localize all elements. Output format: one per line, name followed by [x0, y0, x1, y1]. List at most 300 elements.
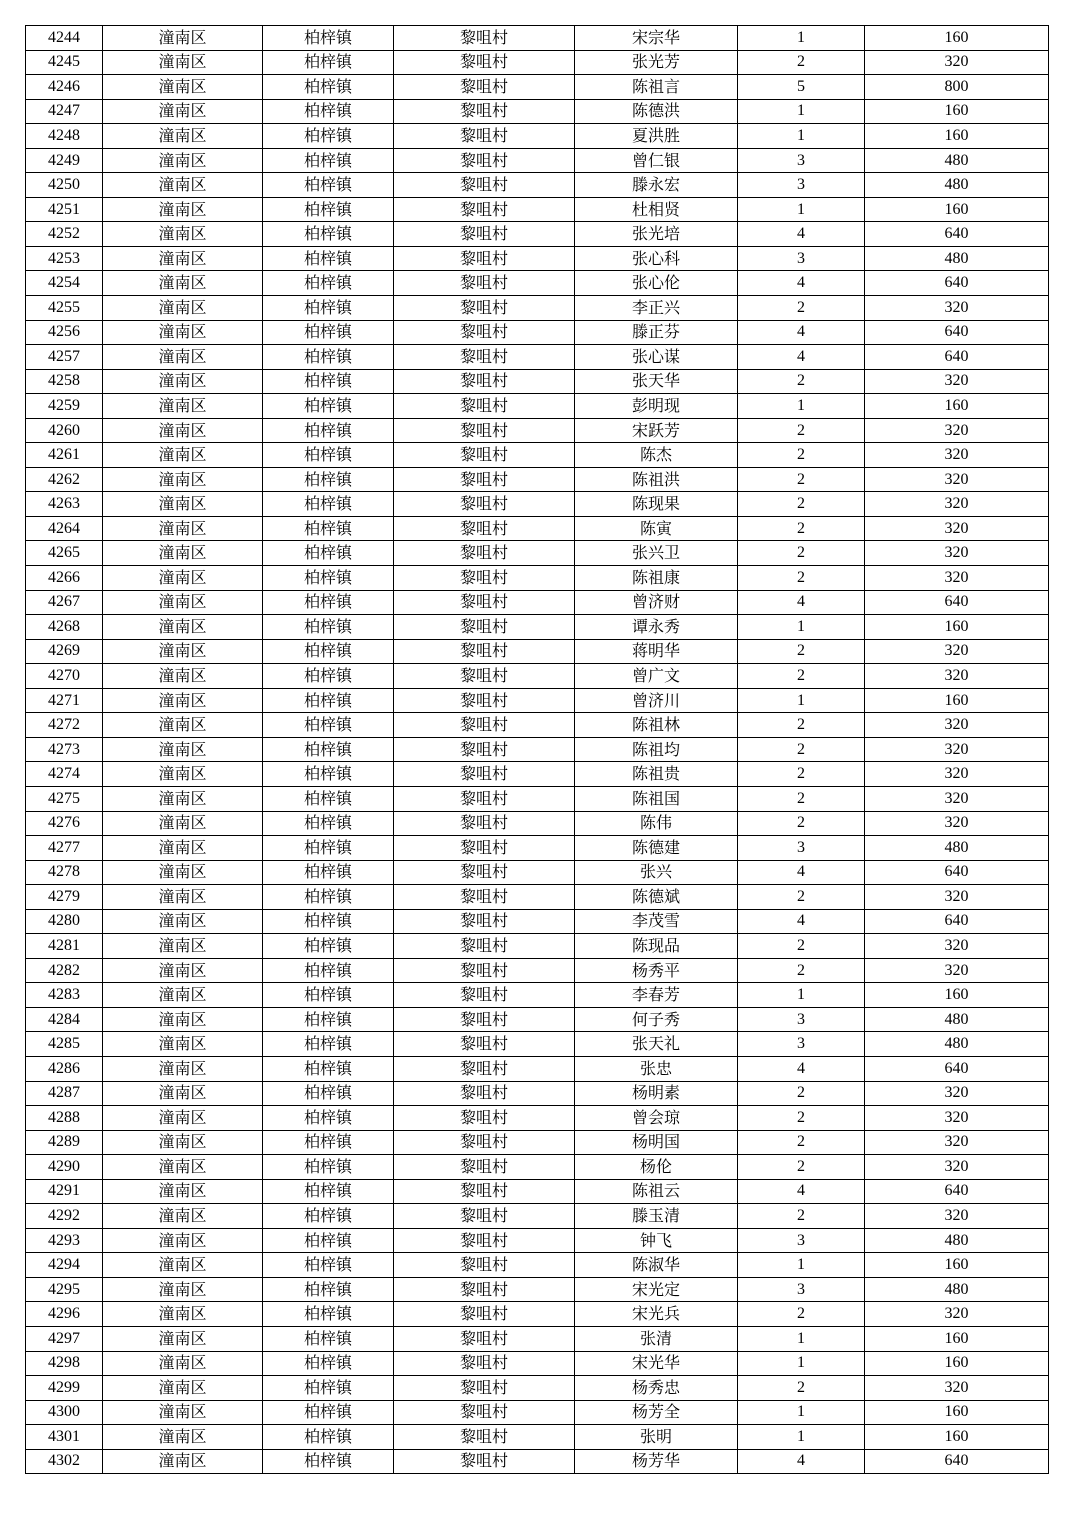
town-cell: 柏梓镇: [263, 639, 394, 664]
table-row: [26, 541, 1049, 566]
name-cell: 陈德建: [575, 836, 738, 861]
village-cell: 黎咀村: [394, 296, 575, 321]
name-cell: 陈杰: [575, 443, 738, 468]
district-cell: 潼南区: [103, 1007, 263, 1032]
amount-cell: 320: [865, 811, 1049, 836]
table-row: [26, 860, 1049, 885]
serial-cell: 4270: [26, 664, 103, 689]
table-row: [26, 737, 1049, 762]
table-row: [26, 345, 1049, 370]
serial-cell: 4276: [26, 811, 103, 836]
town-cell: 柏梓镇: [263, 909, 394, 934]
table-row: [26, 271, 1049, 296]
town-cell: 柏梓镇: [263, 1081, 394, 1106]
town-cell: 柏梓镇: [263, 1155, 394, 1180]
district-cell: 潼南区: [103, 713, 263, 738]
name-cell: 李茂雪: [575, 909, 738, 934]
name-cell: 张明: [575, 1425, 738, 1450]
household-count-cell: 2: [738, 492, 865, 517]
name-cell: 陈寅: [575, 516, 738, 541]
name-cell: 滕永宏: [575, 173, 738, 198]
table-row: [26, 418, 1049, 443]
name-cell: 杨秀忠: [575, 1376, 738, 1401]
table-row: [26, 443, 1049, 468]
name-cell: 陈现果: [575, 492, 738, 517]
town-cell: 柏梓镇: [263, 1376, 394, 1401]
table-row: [26, 615, 1049, 640]
serial-cell: 4257: [26, 345, 103, 370]
district-cell: 潼南区: [103, 75, 263, 100]
household-count-cell: 1: [738, 197, 865, 222]
name-cell: 宋光兵: [575, 1302, 738, 1327]
amount-cell: 320: [865, 369, 1049, 394]
amount-cell: 320: [865, 1106, 1049, 1131]
town-cell: 柏梓镇: [263, 786, 394, 811]
amount-cell: 480: [865, 836, 1049, 861]
household-count-cell: 1: [738, 615, 865, 640]
district-cell: 潼南区: [103, 99, 263, 124]
village-cell: 黎咀村: [394, 566, 575, 591]
table-row: [26, 26, 1049, 51]
name-cell: 陈淑华: [575, 1253, 738, 1278]
village-cell: 黎咀村: [394, 492, 575, 517]
table-row: [26, 467, 1049, 492]
district-cell: 潼南区: [103, 516, 263, 541]
household-count-cell: 3: [738, 173, 865, 198]
name-cell: 陈祖国: [575, 786, 738, 811]
household-count-cell: 2: [738, 1155, 865, 1180]
name-cell: 陈祖康: [575, 566, 738, 591]
serial-cell: 4271: [26, 688, 103, 713]
district-cell: 潼南区: [103, 885, 263, 910]
town-cell: 柏梓镇: [263, 1032, 394, 1057]
amount-cell: 320: [865, 50, 1049, 75]
household-count-cell: 2: [738, 296, 865, 321]
household-count-cell: 2: [738, 713, 865, 738]
name-cell: 陈祖洪: [575, 467, 738, 492]
town-cell: 柏梓镇: [263, 615, 394, 640]
household-count-cell: 4: [738, 271, 865, 296]
district-cell: 潼南区: [103, 1277, 263, 1302]
district-cell: 潼南区: [103, 836, 263, 861]
table-row: [26, 197, 1049, 222]
serial-cell: 4300: [26, 1400, 103, 1425]
amount-cell: 320: [865, 516, 1049, 541]
name-cell: 陈祖林: [575, 713, 738, 738]
town-cell: 柏梓镇: [263, 1204, 394, 1229]
serial-cell: 4267: [26, 590, 103, 615]
district-cell: 潼南区: [103, 50, 263, 75]
town-cell: 柏梓镇: [263, 1326, 394, 1351]
town-cell: 柏梓镇: [263, 885, 394, 910]
serial-cell: 4259: [26, 394, 103, 419]
village-cell: 黎咀村: [394, 836, 575, 861]
district-cell: 潼南区: [103, 590, 263, 615]
village-cell: 黎咀村: [394, 1081, 575, 1106]
village-cell: 黎咀村: [394, 1400, 575, 1425]
household-count-cell: 3: [738, 836, 865, 861]
amount-cell: 640: [865, 1179, 1049, 1204]
amount-cell: 320: [865, 1376, 1049, 1401]
name-cell: 宋光定: [575, 1277, 738, 1302]
name-cell: 张兴: [575, 860, 738, 885]
serial-cell: 4263: [26, 492, 103, 517]
town-cell: 柏梓镇: [263, 443, 394, 468]
town-cell: 柏梓镇: [263, 1449, 394, 1474]
district-cell: 潼南区: [103, 1253, 263, 1278]
name-cell: 曾仁银: [575, 148, 738, 173]
town-cell: 柏梓镇: [263, 75, 394, 100]
village-cell: 黎咀村: [394, 1228, 575, 1253]
village-cell: 黎咀村: [394, 737, 575, 762]
district-cell: 潼南区: [103, 296, 263, 321]
district-cell: 潼南区: [103, 124, 263, 149]
district-cell: 潼南区: [103, 664, 263, 689]
household-count-cell: 4: [738, 1449, 865, 1474]
household-count-cell: 3: [738, 148, 865, 173]
amount-cell: 480: [865, 1228, 1049, 1253]
serial-cell: 4272: [26, 713, 103, 738]
town-cell: 柏梓镇: [263, 197, 394, 222]
village-cell: 黎咀村: [394, 1351, 575, 1376]
district-cell: 潼南区: [103, 492, 263, 517]
amount-cell: 640: [865, 860, 1049, 885]
table-row: [26, 590, 1049, 615]
name-cell: 宋光华: [575, 1351, 738, 1376]
household-count-cell: 2: [738, 1106, 865, 1131]
name-cell: 陈德洪: [575, 99, 738, 124]
village-cell: 黎咀村: [394, 1179, 575, 1204]
name-cell: 陈伟: [575, 811, 738, 836]
name-cell: 陈祖均: [575, 737, 738, 762]
village-cell: 黎咀村: [394, 26, 575, 51]
serial-cell: 4286: [26, 1056, 103, 1081]
table-row: [26, 958, 1049, 983]
town-cell: 柏梓镇: [263, 148, 394, 173]
village-cell: 黎咀村: [394, 1302, 575, 1327]
name-cell: 张天华: [575, 369, 738, 394]
district-cell: 潼南区: [103, 148, 263, 173]
amount-cell: 320: [865, 934, 1049, 959]
district-cell: 潼南区: [103, 222, 263, 247]
name-cell: 彭明现: [575, 394, 738, 419]
village-cell: 黎咀村: [394, 1056, 575, 1081]
table-row: [26, 296, 1049, 321]
town-cell: 柏梓镇: [263, 958, 394, 983]
serial-cell: 4245: [26, 50, 103, 75]
town-cell: 柏梓镇: [263, 541, 394, 566]
household-count-cell: 2: [738, 934, 865, 959]
district-cell: 潼南区: [103, 173, 263, 198]
serial-cell: 4297: [26, 1326, 103, 1351]
household-count-cell: 1: [738, 26, 865, 51]
table-row: [26, 713, 1049, 738]
amount-cell: 320: [865, 1204, 1049, 1229]
table-row: [26, 566, 1049, 591]
village-cell: 黎咀村: [394, 541, 575, 566]
town-cell: 柏梓镇: [263, 566, 394, 591]
serial-cell: 4249: [26, 148, 103, 173]
amount-cell: 480: [865, 246, 1049, 271]
table-row: [26, 99, 1049, 124]
district-cell: 潼南区: [103, 541, 263, 566]
name-cell: 蒋明华: [575, 639, 738, 664]
serial-cell: 4250: [26, 173, 103, 198]
table-row: [26, 1130, 1049, 1155]
table-row: [26, 909, 1049, 934]
name-cell: 滕玉清: [575, 1204, 738, 1229]
district-cell: 潼南区: [103, 418, 263, 443]
amount-cell: 640: [865, 909, 1049, 934]
household-count-cell: 4: [738, 320, 865, 345]
table-row: [26, 320, 1049, 345]
serial-cell: 4301: [26, 1425, 103, 1450]
amount-cell: 320: [865, 885, 1049, 910]
town-cell: 柏梓镇: [263, 737, 394, 762]
village-cell: 黎咀村: [394, 664, 575, 689]
town-cell: 柏梓镇: [263, 1106, 394, 1131]
household-count-cell: 1: [738, 1425, 865, 1450]
table-row: [26, 1179, 1049, 1204]
household-count-cell: 2: [738, 885, 865, 910]
household-count-cell: 2: [738, 1130, 865, 1155]
village-cell: 黎咀村: [394, 1007, 575, 1032]
district-cell: 潼南区: [103, 811, 263, 836]
serial-cell: 4264: [26, 516, 103, 541]
household-count-cell: 3: [738, 246, 865, 271]
table-row: [26, 173, 1049, 198]
name-cell: 宋宗华: [575, 26, 738, 51]
village-cell: 黎咀村: [394, 1425, 575, 1450]
serial-cell: 4244: [26, 26, 103, 51]
household-count-cell: 2: [738, 786, 865, 811]
table-row: [26, 1155, 1049, 1180]
amount-cell: 160: [865, 983, 1049, 1008]
household-count-cell: 1: [738, 1400, 865, 1425]
town-cell: 柏梓镇: [263, 1277, 394, 1302]
amount-cell: 800: [865, 75, 1049, 100]
table-row: [26, 811, 1049, 836]
district-cell: 潼南区: [103, 1425, 263, 1450]
name-cell: 杨明国: [575, 1130, 738, 1155]
table-row: [26, 664, 1049, 689]
serial-cell: 4285: [26, 1032, 103, 1057]
household-count-cell: 2: [738, 762, 865, 787]
town-cell: 柏梓镇: [263, 369, 394, 394]
town-cell: 柏梓镇: [263, 762, 394, 787]
district-cell: 潼南区: [103, 369, 263, 394]
household-count-cell: 2: [738, 1204, 865, 1229]
town-cell: 柏梓镇: [263, 1253, 394, 1278]
name-cell: 何子秀: [575, 1007, 738, 1032]
household-count-cell: 1: [738, 394, 865, 419]
amount-cell: 320: [865, 737, 1049, 762]
subsidy-table: [25, 25, 1049, 1474]
name-cell: 夏洪胜: [575, 124, 738, 149]
amount-cell: 320: [865, 1302, 1049, 1327]
district-cell: 潼南区: [103, 639, 263, 664]
district-cell: 潼南区: [103, 786, 263, 811]
household-count-cell: 3: [738, 1277, 865, 1302]
serial-cell: 4298: [26, 1351, 103, 1376]
village-cell: 黎咀村: [394, 1032, 575, 1057]
amount-cell: 320: [865, 296, 1049, 321]
serial-cell: 4287: [26, 1081, 103, 1106]
amount-cell: 160: [865, 99, 1049, 124]
serial-cell: 4283: [26, 983, 103, 1008]
household-count-cell: 2: [738, 958, 865, 983]
village-cell: 黎咀村: [394, 909, 575, 934]
table-row: [26, 1253, 1049, 1278]
district-cell: 潼南区: [103, 345, 263, 370]
village-cell: 黎咀村: [394, 860, 575, 885]
town-cell: 柏梓镇: [263, 688, 394, 713]
amount-cell: 160: [865, 1326, 1049, 1351]
town-cell: 柏梓镇: [263, 934, 394, 959]
town-cell: 柏梓镇: [263, 394, 394, 419]
household-count-cell: 2: [738, 443, 865, 468]
town-cell: 柏梓镇: [263, 246, 394, 271]
name-cell: 陈现品: [575, 934, 738, 959]
village-cell: 黎咀村: [394, 1253, 575, 1278]
serial-cell: 4268: [26, 615, 103, 640]
village-cell: 黎咀村: [394, 1130, 575, 1155]
district-cell: 潼南区: [103, 983, 263, 1008]
table-row: [26, 1302, 1049, 1327]
village-cell: 黎咀村: [394, 173, 575, 198]
amount-cell: 160: [865, 197, 1049, 222]
village-cell: 黎咀村: [394, 345, 575, 370]
name-cell: 张心伦: [575, 271, 738, 296]
name-cell: 曾会琼: [575, 1106, 738, 1131]
town-cell: 柏梓镇: [263, 713, 394, 738]
name-cell: 杨秀平: [575, 958, 738, 983]
table-row: [26, 983, 1049, 1008]
amount-cell: 640: [865, 1449, 1049, 1474]
table-row: [26, 1056, 1049, 1081]
village-cell: 黎咀村: [394, 50, 575, 75]
household-count-cell: 2: [738, 737, 865, 762]
village-cell: 黎咀村: [394, 222, 575, 247]
table-row: [26, 639, 1049, 664]
amount-cell: 320: [865, 1130, 1049, 1155]
serial-cell: 4248: [26, 124, 103, 149]
district-cell: 潼南区: [103, 197, 263, 222]
amount-cell: 480: [865, 173, 1049, 198]
serial-cell: 4289: [26, 1130, 103, 1155]
town-cell: 柏梓镇: [263, 345, 394, 370]
district-cell: 潼南区: [103, 1106, 263, 1131]
household-count-cell: 3: [738, 1032, 865, 1057]
town-cell: 柏梓镇: [263, 590, 394, 615]
village-cell: 黎咀村: [394, 811, 575, 836]
table-row: [26, 762, 1049, 787]
amount-cell: 320: [865, 443, 1049, 468]
district-cell: 潼南区: [103, 1400, 263, 1425]
serial-cell: 4284: [26, 1007, 103, 1032]
name-cell: 张心科: [575, 246, 738, 271]
serial-cell: 4279: [26, 885, 103, 910]
name-cell: 张光培: [575, 222, 738, 247]
name-cell: 曾广文: [575, 664, 738, 689]
town-cell: 柏梓镇: [263, 1007, 394, 1032]
village-cell: 黎咀村: [394, 148, 575, 173]
household-count-cell: 4: [738, 860, 865, 885]
table-row: [26, 1106, 1049, 1131]
town-cell: 柏梓镇: [263, 1425, 394, 1450]
village-cell: 黎咀村: [394, 615, 575, 640]
name-cell: 曾济川: [575, 688, 738, 713]
household-count-cell: 3: [738, 1228, 865, 1253]
household-count-cell: 2: [738, 811, 865, 836]
household-count-cell: 2: [738, 1302, 865, 1327]
village-cell: 黎咀村: [394, 786, 575, 811]
serial-cell: 4262: [26, 467, 103, 492]
village-cell: 黎咀村: [394, 958, 575, 983]
village-cell: 黎咀村: [394, 639, 575, 664]
serial-cell: 4295: [26, 1277, 103, 1302]
table-row: [26, 1007, 1049, 1032]
district-cell: 潼南区: [103, 1376, 263, 1401]
village-cell: 黎咀村: [394, 590, 575, 615]
serial-cell: 4265: [26, 541, 103, 566]
town-cell: 柏梓镇: [263, 1228, 394, 1253]
table-row: [26, 148, 1049, 173]
name-cell: 陈祖云: [575, 1179, 738, 1204]
name-cell: 杨明素: [575, 1081, 738, 1106]
table-row: [26, 1081, 1049, 1106]
district-cell: 潼南区: [103, 688, 263, 713]
household-count-cell: 4: [738, 590, 865, 615]
serial-cell: 4247: [26, 99, 103, 124]
name-cell: 宋跃芳: [575, 418, 738, 443]
household-count-cell: 2: [738, 1376, 865, 1401]
household-count-cell: 2: [738, 50, 865, 75]
household-count-cell: 5: [738, 75, 865, 100]
district-cell: 潼南区: [103, 26, 263, 51]
district-cell: 潼南区: [103, 246, 263, 271]
name-cell: 滕正芬: [575, 320, 738, 345]
amount-cell: 320: [865, 639, 1049, 664]
serial-cell: 4278: [26, 860, 103, 885]
household-count-cell: 1: [738, 1351, 865, 1376]
table-row: [26, 1376, 1049, 1401]
village-cell: 黎咀村: [394, 516, 575, 541]
village-cell: 黎咀村: [394, 713, 575, 738]
town-cell: 柏梓镇: [263, 1302, 394, 1327]
serial-cell: 4288: [26, 1106, 103, 1131]
serial-cell: 4302: [26, 1449, 103, 1474]
table-row: [26, 1204, 1049, 1229]
name-cell: 杜相贤: [575, 197, 738, 222]
village-cell: 黎咀村: [394, 197, 575, 222]
amount-cell: 480: [865, 1007, 1049, 1032]
household-count-cell: 3: [738, 1007, 865, 1032]
serial-cell: 4258: [26, 369, 103, 394]
table-row: [26, 786, 1049, 811]
serial-cell: 4254: [26, 271, 103, 296]
amount-cell: 320: [865, 492, 1049, 517]
amount-cell: 640: [865, 1056, 1049, 1081]
serial-cell: 4292: [26, 1204, 103, 1229]
village-cell: 黎咀村: [394, 934, 575, 959]
household-count-cell: 4: [738, 345, 865, 370]
district-cell: 潼南区: [103, 467, 263, 492]
village-cell: 黎咀村: [394, 418, 575, 443]
village-cell: 黎咀村: [394, 1155, 575, 1180]
amount-cell: 480: [865, 1032, 1049, 1057]
town-cell: 柏梓镇: [263, 320, 394, 345]
